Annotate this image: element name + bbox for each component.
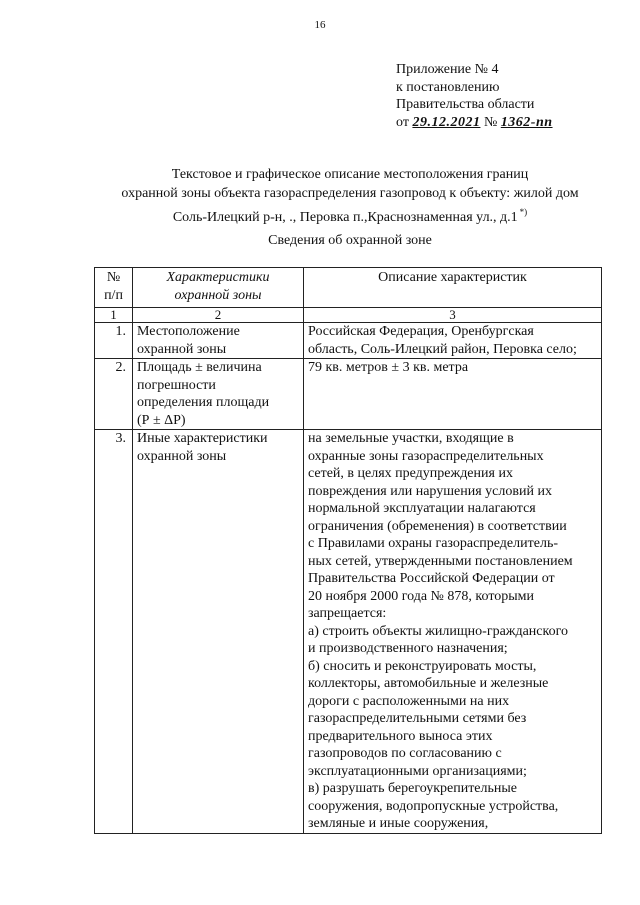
desc-line: Правительства Российской Федерации от: [308, 571, 555, 586]
row-number: 1.: [95, 323, 133, 359]
header-description: Описание характеристик: [304, 268, 602, 308]
desc-line: сооружения, водопропускные устройства,: [308, 798, 559, 814]
desc-line: 20 ноября 2000 года № 878, которыми: [308, 588, 535, 604]
table-row: [95, 359, 602, 430]
row-characteristic: [133, 359, 304, 430]
column-number: 2: [133, 308, 304, 323]
title-line-2: охранной зоны объекта газораспределения газопровод к объекту: жилой дом: [121, 186, 579, 201]
desc-line: в) разрушать берегоукрепительные: [308, 781, 518, 796]
desc-line: запрещается:: [308, 606, 387, 621]
desc-line: повреждения или нарушения условий их: [308, 483, 552, 499]
appendix-block: [396, 61, 553, 131]
table-header-row: [95, 268, 602, 308]
row-description: [304, 430, 602, 834]
char-line: погрешности: [137, 377, 216, 393]
desc-line: охранные зоны газораспределительных: [308, 448, 544, 464]
handwritten-number: 1362-пп: [500, 114, 553, 130]
desc-line: с Правилами охраны газораспределитель-: [308, 536, 558, 551]
row-characteristic: [133, 323, 304, 359]
desc-line: предварительного выноса этих: [308, 728, 493, 744]
page-number: 16: [314, 19, 326, 31]
char-line: (Р ± ΔР): [137, 412, 186, 428]
appendix-line-3: Правительства области: [396, 97, 535, 112]
desc-line: ограничения (обременения) в соответствии: [308, 518, 567, 534]
date-prefix: от: [396, 114, 409, 130]
section-title: Сведения об охранной зоне: [268, 233, 432, 248]
row-number: 2.: [95, 359, 133, 430]
column-number: 1: [95, 308, 133, 323]
title-line-1: Текстовое и графическое описание местоположения границ: [171, 167, 529, 182]
desc-line: земляные и иные сооружения,: [308, 816, 489, 831]
desc-line: Российская Федерация, Оренбургская: [308, 324, 534, 339]
desc-line: на земельные участки, входящие в: [308, 431, 514, 446]
header-char-line-2: охранной зоны: [174, 287, 262, 303]
title-line-3: [60, 203, 640, 227]
footnote-marker: *): [519, 207, 528, 217]
desc-line: б) сносить и реконструировать мосты,: [308, 658, 537, 674]
desc-line: 79 кв. метров ± 3 кв. метра: [308, 360, 469, 375]
desc-line: нормальной эксплуатации налагаются: [308, 501, 536, 516]
handwritten-date: 29.12.2021: [412, 114, 481, 130]
desc-line: эксплуатационными организациями;: [308, 763, 527, 779]
desc-line: коллекторы, автомобильные и железные: [308, 676, 549, 691]
desc-line: газораспределительными сетями без: [308, 711, 527, 726]
row-characteristic: [133, 430, 304, 834]
column-number-row: [95, 308, 602, 323]
header-characteristics: [133, 268, 304, 308]
desc-line: газопроводов по согласованию с: [308, 746, 502, 761]
desc-line: ных сетей, утвержденными постановлением: [308, 553, 573, 569]
appendix-date-line: [396, 114, 553, 132]
header-num-line-1: №: [106, 270, 121, 285]
desc-line: область, Соль-Илецкий район, Перовка село;: [308, 341, 577, 357]
row-description: [304, 359, 602, 430]
char-line: Местоположение: [137, 324, 240, 339]
desc-line: сетей, в целях предупреждения их: [308, 466, 513, 481]
title-line-3-text: Соль-Илецкий р-н, ., Перовка п.,Краснознаменная ул., д.1: [172, 210, 518, 225]
char-line: охранной зоны: [137, 341, 227, 357]
table-row: [95, 430, 602, 834]
row-number: 3.: [95, 430, 133, 834]
number-prefix: №: [483, 114, 498, 130]
char-line: определения площади: [137, 395, 270, 410]
table-row: [95, 323, 602, 359]
char-line: Иные характеристики: [137, 431, 268, 446]
header-num-line-2: п/п: [104, 287, 123, 303]
char-line: охранной зоны: [137, 448, 227, 464]
desc-line: а) строить объекты жилищно-гражданского: [308, 623, 568, 639]
desc-line: и производственного назначения;: [308, 641, 508, 656]
column-number: 3: [304, 308, 602, 323]
desc-line: дороги с расположенными на них: [308, 693, 510, 709]
row-description: [304, 323, 602, 359]
appendix-line-2: к постановлению: [396, 79, 500, 95]
appendix-line-1: Приложение № 4: [396, 62, 499, 77]
header-num: [95, 268, 133, 308]
document-title: [60, 165, 640, 227]
char-line: Площадь ± величина: [137, 360, 262, 375]
protection-zone-table: [94, 267, 602, 834]
header-char-line-1: Характеристики: [166, 270, 270, 285]
